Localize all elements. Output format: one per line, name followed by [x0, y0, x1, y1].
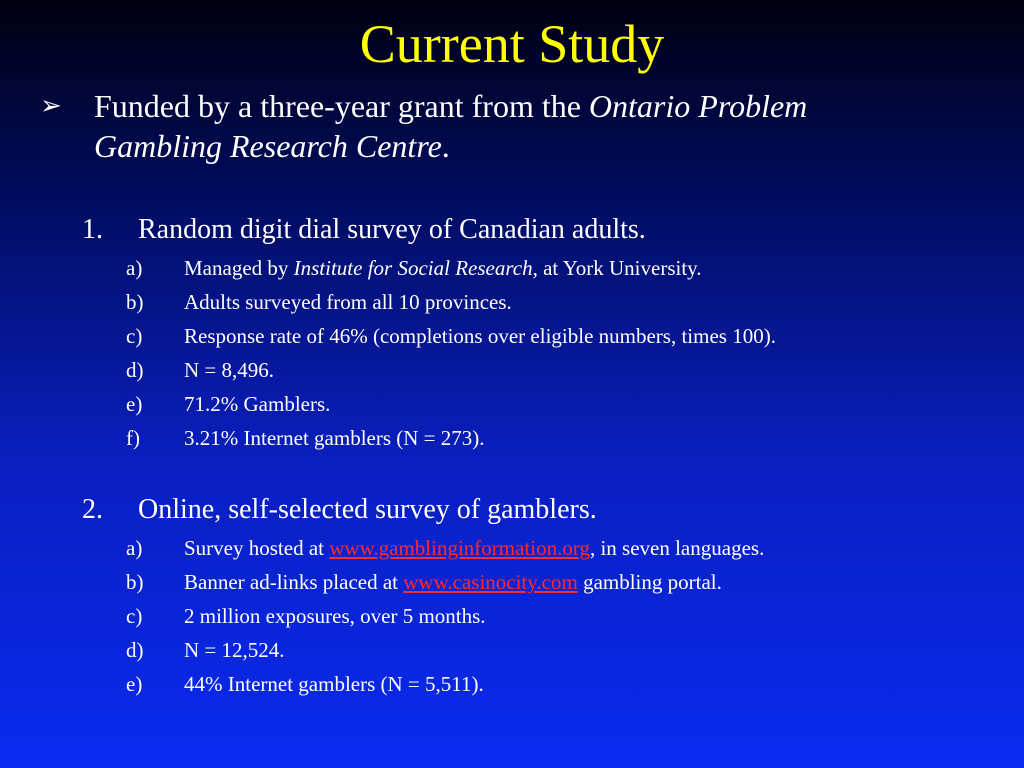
item-letter: d) — [126, 358, 144, 382]
arrow-bullet-icon: ➢ — [40, 91, 62, 121]
item-text — [184, 535, 764, 561]
item-text: 71.2% Gamblers. — [184, 392, 331, 416]
item-text: N = 12,524. — [184, 638, 285, 662]
item-text — [184, 569, 722, 595]
item-letter: c) — [126, 324, 143, 348]
item-letter: c) — [126, 604, 143, 628]
item-text-post: , in seven languages. — [589, 536, 765, 560]
item-text: 44% Internet gamblers (N = 5,511). — [184, 672, 484, 696]
item-text: 2 million exposures, over 5 months. — [184, 604, 486, 628]
item-text: 3.21% Internet gamblers (N = 273). — [184, 426, 485, 450]
item-letter: b) — [126, 570, 144, 594]
item-letter: a) — [126, 256, 143, 280]
gamblinginformation-link[interactable]: www.gamblinginformation.org — [329, 536, 590, 560]
casinocity-link[interactable]: www.casinocity.com — [403, 570, 578, 594]
item-letter: f) — [126, 426, 140, 450]
slide-title: Current Study — [359, 14, 665, 74]
item-text: N = 8,496. — [184, 358, 275, 382]
funding-org-line1: Ontario Problem — [588, 88, 808, 124]
institute-name: Institute for Social Research — [293, 256, 533, 280]
funding-text — [94, 86, 994, 166]
item-text-post: , at York University. — [532, 256, 702, 280]
item-letter: e) — [126, 672, 143, 696]
section-label: Online, self-selected survey of gamblers. — [138, 494, 597, 525]
funding-prefix: Funded by a three-year grant from the — [94, 88, 589, 124]
item-text-pre: Banner ad-links placed at — [184, 570, 404, 594]
section-number: 2. — [82, 494, 103, 525]
item-text: Response rate of 46% (completions over eligible numbers, times 100). — [184, 324, 776, 348]
section-label: Random digit dial survey of Canadian adults. — [138, 214, 646, 245]
item-letter: d) — [126, 638, 144, 662]
item-text-pre: Survey hosted at — [184, 536, 330, 560]
item-text-pre: Managed by — [184, 256, 294, 280]
item-text — [184, 255, 702, 281]
item-letter: a) — [126, 536, 143, 560]
item-letter: b) — [126, 290, 144, 314]
funding-suffix: . — [441, 128, 450, 164]
funding-org-line2: Gambling Research Centre — [94, 128, 442, 164]
item-letter: e) — [126, 392, 143, 416]
item-text-post: gambling portal. — [577, 570, 722, 594]
section-number: 1. — [82, 214, 103, 245]
item-text: Adults surveyed from all 10 provinces. — [184, 290, 512, 314]
